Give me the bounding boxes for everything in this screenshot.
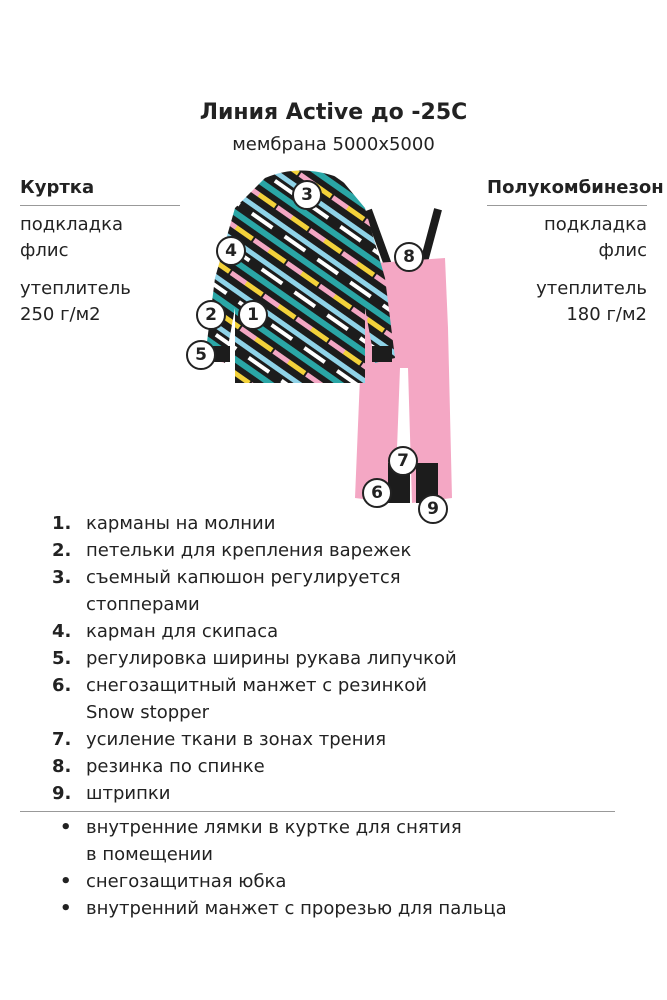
- list-item: [52, 780, 652, 807]
- list-item: [52, 726, 652, 753]
- jacket-insulation-value: 250 г/м2: [20, 304, 101, 325]
- feature-number: 6.: [52, 675, 72, 696]
- extra-text: [86, 814, 462, 868]
- overalls-specs: [487, 175, 664, 340]
- feature-number: 8.: [52, 756, 72, 777]
- feature-number: 2.: [52, 540, 72, 561]
- bullet-icon: •: [60, 871, 72, 892]
- badge-1: 1: [238, 300, 268, 330]
- jacket-specs: [20, 175, 180, 340]
- bullet-icon: •: [60, 817, 72, 838]
- feature-number: 5.: [52, 648, 72, 669]
- overalls-lining-value: флис: [598, 240, 647, 261]
- feature-text: петельки для крепления варежек: [86, 540, 412, 561]
- jacket-heading: Куртка: [20, 175, 180, 206]
- feature-text-line: Snow stopper: [86, 702, 210, 723]
- product-illustration: [180, 168, 480, 528]
- list-item: [52, 672, 652, 726]
- extra-text: снегозащитная юбка: [86, 871, 287, 892]
- feature-text-line: снегозащитный манжет с резинкой: [86, 675, 427, 696]
- feature-number: 4.: [52, 621, 72, 642]
- overalls-lining: [487, 212, 647, 264]
- bullet-icon: •: [60, 898, 72, 919]
- badge-7: 7: [388, 446, 418, 476]
- jacket-insulation: [20, 276, 180, 328]
- feature-number: 1.: [52, 513, 72, 534]
- badge-5: 5: [186, 340, 216, 370]
- list-item: [52, 618, 652, 645]
- feature-number: 7.: [52, 729, 72, 750]
- feature-number: 9.: [52, 783, 72, 804]
- page-title: Линия Active до -25С: [199, 100, 468, 125]
- feature-text: штрипки: [86, 783, 171, 804]
- overalls-heading: Полукомбинезон: [487, 175, 647, 206]
- product-illustration-svg: [180, 168, 480, 528]
- list-item: [52, 510, 652, 537]
- feature-text: [86, 672, 652, 726]
- overalls-insulation: [487, 276, 647, 328]
- page-subtitle: мембрана 5000х5000: [232, 134, 435, 155]
- jacket-lining: [20, 212, 180, 264]
- feature-text: резинка по спинке: [86, 756, 265, 777]
- extra-text-line: в помещении: [86, 844, 213, 865]
- list-item: [60, 868, 660, 895]
- feature-number: 3.: [52, 567, 72, 588]
- overalls-lining-label: подкладка: [544, 214, 647, 235]
- feature-text: карманы на молнии: [86, 513, 276, 534]
- jacket-lining-value: флис: [20, 240, 69, 261]
- feature-text: карман для скипаса: [86, 621, 279, 642]
- list-item: [60, 895, 660, 922]
- feature-text-line: стопперами: [86, 594, 200, 615]
- jacket-lining-label: подкладка: [20, 214, 123, 235]
- overalls-insulation-value: 180 г/м2: [566, 304, 647, 325]
- overalls-insulation-label: утеплитель: [536, 278, 647, 299]
- badge-6: 6: [362, 478, 392, 508]
- list-item: [52, 537, 652, 564]
- extras-list: [60, 814, 660, 922]
- list-item: [60, 814, 660, 868]
- badge-9: 9: [418, 494, 448, 524]
- badge-2: 2: [196, 300, 226, 330]
- feature-text: [86, 564, 652, 618]
- extra-text: внутренний манжет с прорезью для пальца: [86, 898, 507, 919]
- badge-3: 3: [292, 180, 322, 210]
- badge-8: 8: [394, 242, 424, 272]
- jacket-insulation-label: утеплитель: [20, 278, 131, 299]
- features-list: [52, 510, 652, 807]
- list-divider: [20, 811, 615, 812]
- list-item: [52, 753, 652, 780]
- feature-text: усиление ткани в зонах трения: [86, 729, 387, 750]
- list-item: [52, 564, 652, 618]
- extra-text-line: внутренние лямки в куртке для снятия: [86, 817, 462, 838]
- feature-text: регулировка ширины рукава липучкой: [86, 648, 457, 669]
- badge-4: 4: [216, 236, 246, 266]
- list-item: [52, 645, 652, 672]
- feature-text-line: съемный капюшон регулируется: [86, 567, 401, 588]
